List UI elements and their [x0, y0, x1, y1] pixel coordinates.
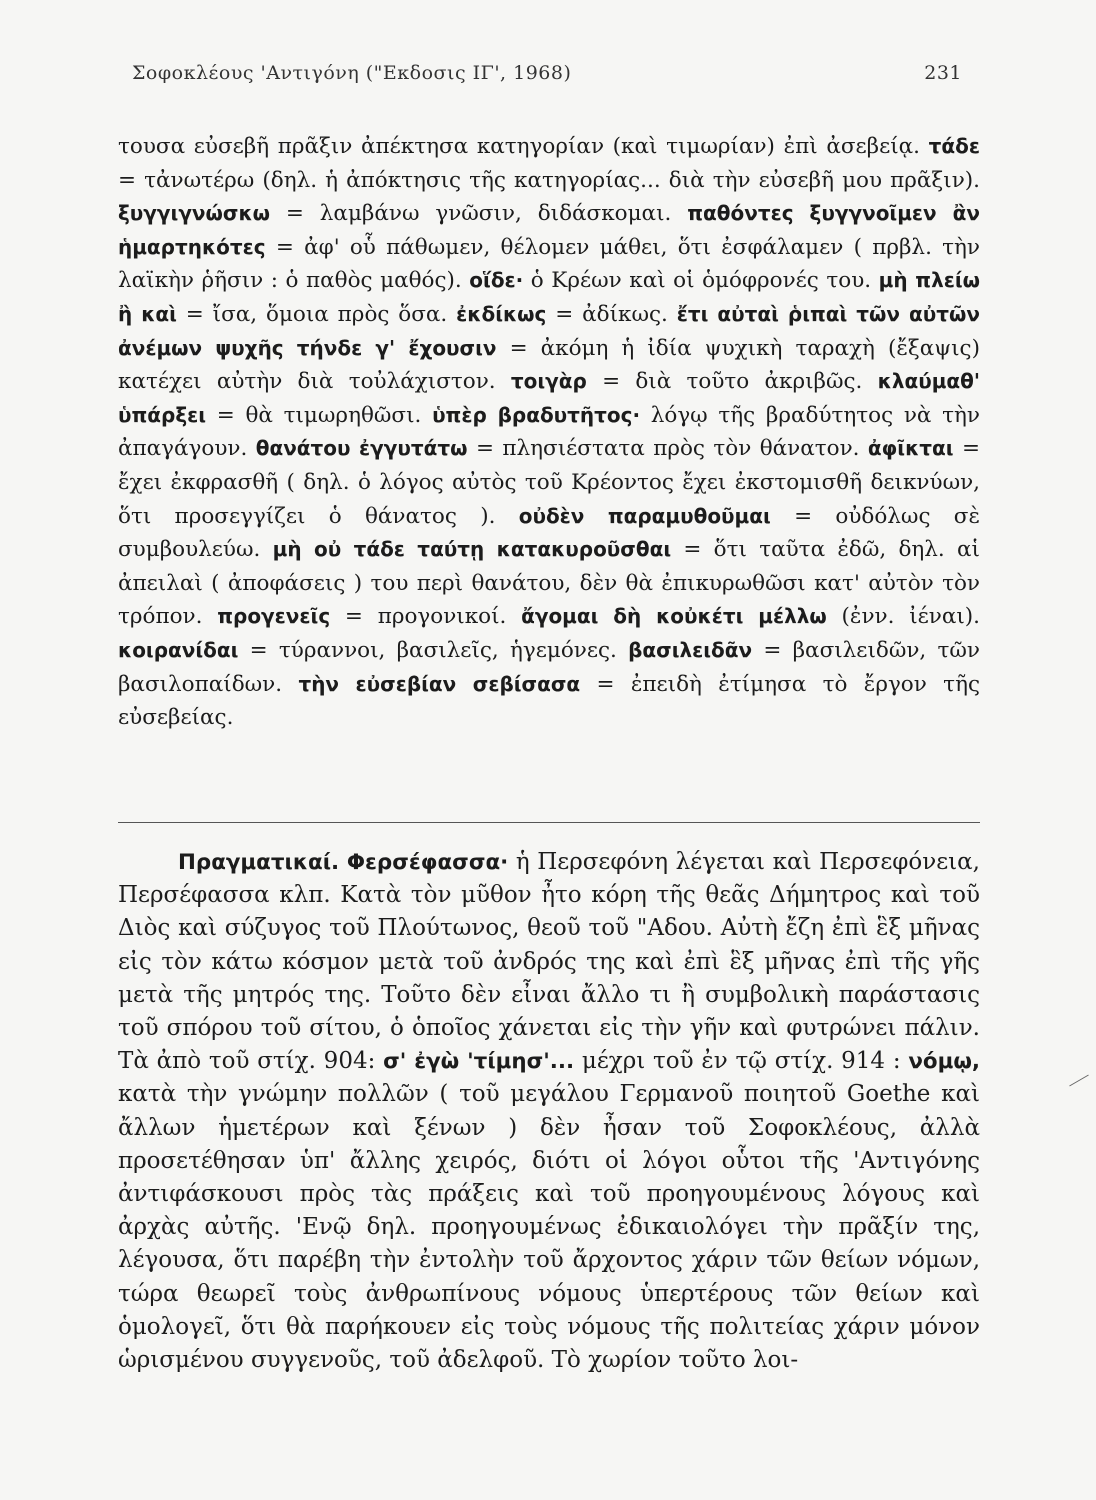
lemma-term: παθόντες ξυγγνοῖμεν ἂν ἡμαρτηκότες [118, 201, 980, 259]
commentary-block [118, 130, 980, 735]
gloss-text: κατὰ τὴν γνώμην πολλῶν ( τοῦ μεγάλου Γερμανοῦ ποιητοῦ Goethe καὶ ἄλλων ἡμετέρων καὶ ξένων ) δὲν ἦσαν τοῦ Σοφοκλέους, ἀλλὰ προσετέθησαν ὑπ' ἄλλης χειρός, διότι οἱ λόγοι οὗτοι τῆς 'Αντιγόνης ἀντιφάσκουσι πρὸς τὰς πράξεις καὶ τοῦ προηγουμένους λόγους καὶ ἀρχὰς αὐτῆς. 'Ενῷ δηλ. προηγουμένως ἐδικαιολόγει τὴν πρᾶξίν της, λέγουσα, ὅτι παρέβη τὴν ἐντολὴν τοῦ ἄρχοντος χάριν τῶν θείων νόμων, τώρα θεωρεῖ τοὺς ἀνθρωπίνους νόμους ὑπερτέρους τῶν θείων καὶ ὁμολογεῖ, ὅτι θὰ παρήκουεν εἰς τοὺς νόμους τῆς πολιτείας χάριν μόνον ὡρισμένου συγγενοῦς, τοῦ ἀδελφοῦ. Τὸ χωρίον τοῦτο λοι- [118, 1081, 980, 1374]
running-title: Σοφοκλέους 'Αντιγόνη ("Εκδοσις ΙΓ', 1968) [132, 62, 572, 84]
lemma-term: ἐκδίκως [456, 301, 547, 326]
gloss-text: = προγονικοί. [330, 604, 522, 630]
gloss-text: = θὰ τιμωρηθῶσι. [206, 402, 433, 428]
gloss-text: = ἀφ' οὗ πάθωμεν, θέλομεν μάθει, ὅτι ἐσφάλαμεν ( πρβλ. τὴν λαϊκὴν ῥῆσιν : ὁ παθὸς μαθός). [118, 234, 980, 294]
lemma-term: ἀφῖκται [867, 436, 954, 461]
gloss-text: = ἀκόμη ἡ ἰδία ψυχικὴ ταραχὴ (ἔξαψις) κατέχει αὐτὴν διὰ τοὐλάχιστον. [118, 335, 980, 395]
lemma-term: προγενεῖς [217, 604, 331, 629]
lemma-term: οὐδὲν παραμυθοῦμαι [518, 503, 771, 528]
lemma-term: Πραγματικαί. Φερσέφασσα· [178, 850, 509, 875]
lemma-term: νόμῳ, [908, 1049, 981, 1075]
gloss-text: ἡ Περσεφόνη λέγεται καὶ Περσεφόνεια, Περσέφασσα κλπ. Κατὰ τὸν μῦθον ἦτο κόρη τῆς θεᾶς Δήμητρος καὶ τοῦ Διὸς καὶ σύζυγος τοῦ Πλούτωνος, θεοῦ τοῦ "Αδου. Αὐτὴ ἔζη ἐπὶ ἓξ μῆνας εἰς τὸν κάτω κόσμον μετὰ τοῦ ἀνδρός της καὶ ἐπὶ ἓξ μῆνας ἐπὶ τῆς γῆς μετὰ τῆς μητρός της. Τοῦτο δὲν εἶναι ἄλλο τι ἢ συμβολικὴ παράστασις τοῦ σπόρου τοῦ σίτου, ὁ ὁποῖος χάνεται εἰς τὴν γῆν καὶ φυτρώνει πάλιν. Τὰ ἀπὸ τοῦ στίχ. 904: [118, 849, 980, 1075]
lemma-term: θανάτου ἐγγυτάτω [255, 436, 468, 461]
lemma-term: ἄγομαι δὴ κοὐκέτι μέλλω [521, 604, 827, 629]
lemma-term: κλαύμαθ' ὑπάρξει [118, 369, 980, 427]
lemma-term: τοιγὰρ [510, 369, 587, 394]
lemma-term: τάδε [928, 134, 980, 158]
gloss-text: = βασιλειδῶν, τῶν βασιλοπαίδων. [118, 637, 980, 697]
gloss-text: = οὐδόλως σὲ συμβουλεύω. [118, 503, 980, 563]
gloss-text: λόγῳ τῆς βραδύτητος νὰ τὴν ἀπαγάγουν. [118, 402, 980, 462]
lemma-term: μὴ πλείω ἢ καὶ [118, 268, 980, 326]
gloss-text: = τἀνωτέρω (δηλ. ἡ ἀπόκτησις τῆς κατηγορίας... διὰ τὴν εὐσεβῆ μου πρᾶξιν). [118, 167, 980, 193]
lemma-term: τὴν εὐσεβίαν σεβίσασα [298, 671, 581, 696]
section-divider [118, 822, 980, 823]
lemma-term: ξυγγιγνώσκω [118, 201, 271, 226]
gloss-text: = διὰ τοῦτο ἀκριβῶς. [586, 369, 878, 395]
running-header [132, 62, 962, 84]
gloss-text: = ὅτι ταῦτα ἐδῶ, δηλ. αἱ ἀπειλαὶ ( ἀποφάσεις ) του περὶ θανάτου, δὲν θὰ ἐπικυρωθῶσι κατ' αὐτὸν τὸν τρόπον. [118, 537, 980, 630]
gloss-text: = λαμβάνω γνῶσιν, διδάσκομαι. [270, 201, 688, 227]
gloss-text: (ἐνν. ἰέναι). [826, 604, 980, 630]
gloss-text: = ἴσα, ὅμοια πρὸς ὅσα. [176, 301, 457, 327]
margin-pencil-mark [1069, 1075, 1089, 1087]
lemma-term: οἵδε· [469, 268, 524, 293]
gloss-text: = ἀδίκως. [546, 301, 677, 327]
lemma-term: μὴ οὐ τάδε ταύτῃ κατακυροῦσθαι [272, 537, 672, 562]
lemma-term: κοιρανίδαι [118, 637, 239, 662]
lemma-term: ἔτι αὐταὶ ῥιπαὶ τῶν αὐτῶν ἀνέμων ψυχῆς τήνδε γ' ἔχουσιν [118, 301, 980, 360]
lemma-term: σ' ἐγὼ 'τίμησ'... [383, 1049, 575, 1075]
lemma-term: βασιλειδᾶν [628, 637, 753, 662]
gloss-text: = τύραννοι, βασιλεῖς, ἡγεμόνες. [238, 637, 629, 663]
notes-paragraph [118, 846, 980, 1377]
page-number: 231 [924, 62, 962, 84]
lemma-term: ὑπὲρ βραδυτῆτος· [432, 402, 641, 427]
gloss-text: = πλησιέστατα πρὸς τὸν θάνατον. [467, 436, 868, 462]
gloss-text: τουσα εὐσεβῆ πρᾶξιν ἀπέκτησα κατηγορίαν (καὶ τιμωρίαν) ἐπὶ ἀσεβείᾳ. [118, 134, 929, 159]
gloss-text: μέχρι τοῦ ἐν τῷ στίχ. 914 : [574, 1048, 909, 1075]
gloss-text: = ἔχει ἐκφρασθῆ ( δηλ. ὁ λόγος αὐτὸς τοῦ Κρέοντος ἔχει ἐκστομισθῆ δεικνύων, ὅτι προσεγγίζει ὁ θάνατος ). [118, 436, 980, 529]
gloss-text: = ἐπειδὴ ἐτίμησα τὸ ἔργον τῆς εὐσεβείας. [118, 671, 980, 731]
gloss-text: ὁ Κρέων καὶ οἱ ὁμόφρονές του. [523, 268, 879, 294]
